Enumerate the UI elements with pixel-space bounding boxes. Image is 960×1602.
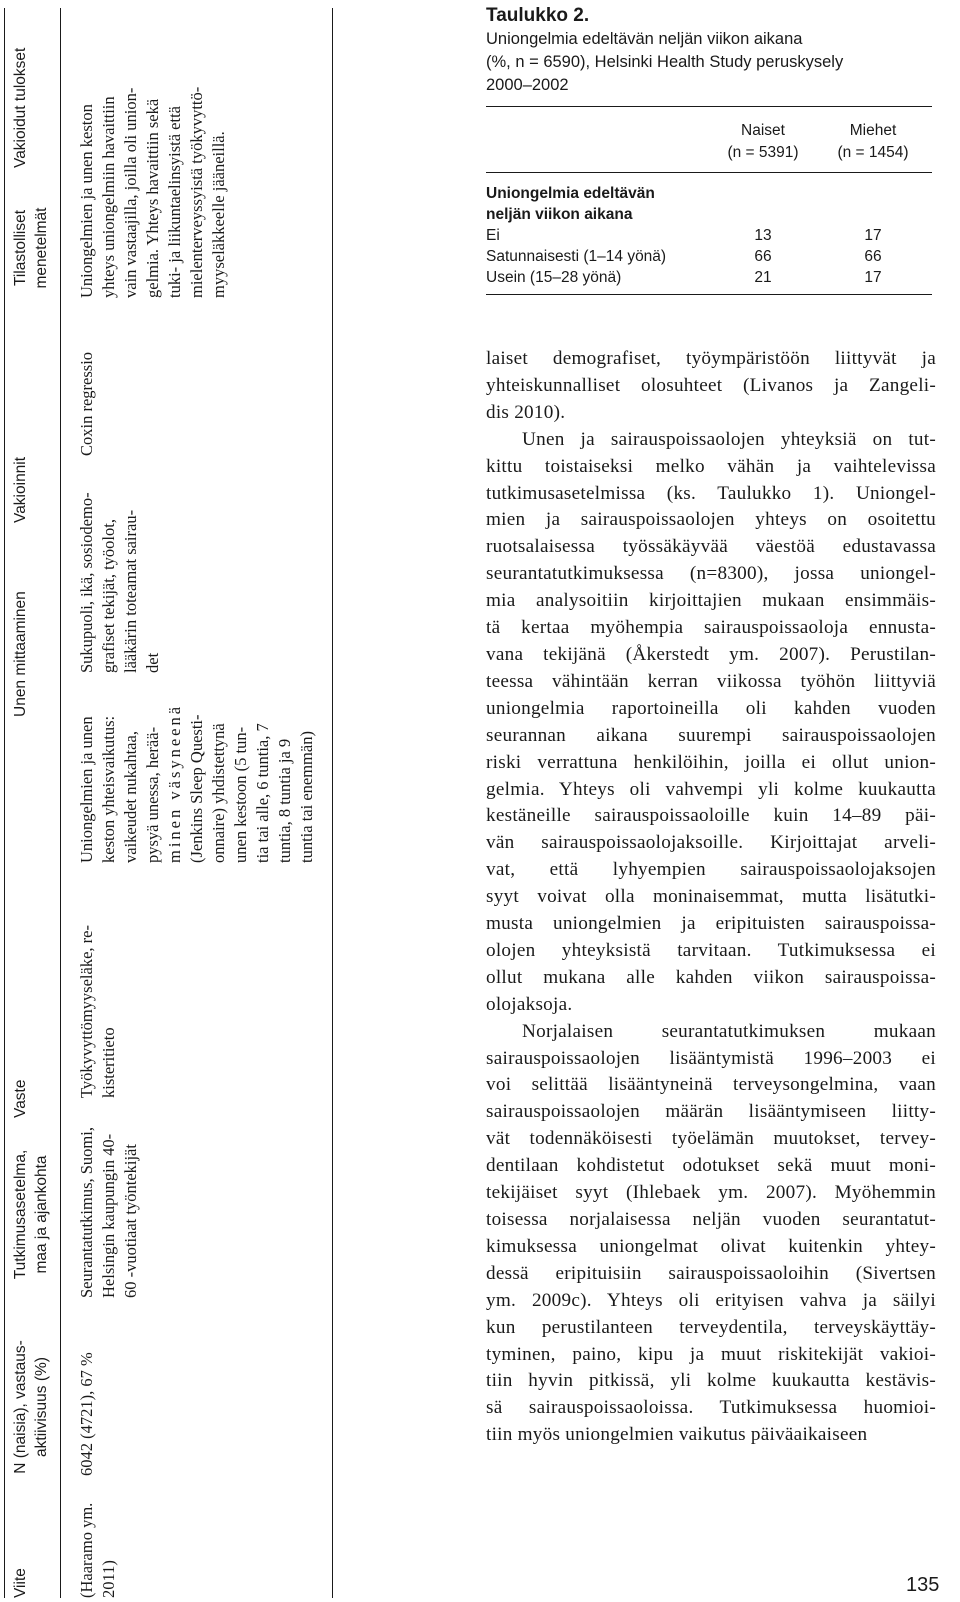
paragraph-line: seurannan aikana suurempi sairauspoissaolojen [486, 724, 936, 746]
table-2-column-headers [486, 120, 932, 166]
header-viite: Viite [12, 1568, 29, 1598]
table-2-top-rule [486, 106, 932, 107]
paragraph-line: kittu toistaiseksi melko vähän ja vaihtelevissa [486, 455, 936, 477]
paragraph-line: uniongelmia raportoineilla oli kahden vuoden [486, 697, 936, 719]
paragraph-line: ym. 2009c). Yhteys oli erityisen vahva ja säilyi [486, 1289, 936, 1311]
body-text [486, 346, 936, 1449]
paragraph-line: toisessa norjalaisessa neljän vuoden seurantatut- [486, 1209, 936, 1230]
cell-line: kisteritieto [99, 1027, 118, 1098]
cell-line: Sukupuoli, ikä, sosiodemo- [77, 492, 96, 673]
cell-line: 60 -vuotiaat työntekijät [121, 1144, 140, 1298]
cell-line: yhteys uniongelmiin havaittiin [99, 96, 118, 298]
cell-line: (Jenkins Sleep Questi- [187, 714, 206, 863]
cell-line: Seurantatutkimus, Suomi, [77, 1127, 96, 1298]
cell-line: Helsingin kaupungin 40- [99, 1133, 118, 1298]
cell-line: myyseläkkeelle jääneillä. [209, 131, 228, 298]
cell-line: tuki- ja liikuntaelinsyistä että [165, 106, 184, 298]
header-n [10, 1312, 52, 1502]
row-label: Satunnaisesti (1–14 yönä) [486, 248, 667, 265]
header-vaste: Vaste [12, 1079, 29, 1118]
section-line: Uniongelmia edeltävän [486, 185, 655, 202]
cell-line: keston yhteisvaikutus: [99, 715, 118, 863]
paragraph-line: yhteiskunnalliset olosuhteet (Livanos ja Zangeli- [486, 374, 936, 396]
paragraph-line: teessa vähintään kerran viikossa työhön liittyviä [486, 670, 936, 692]
header-tilastolliset-line: Tilastolliset [12, 209, 29, 287]
paragraph-line: mien ja sairauspoissaolojen yhteys on osoitettu [486, 509, 936, 531]
paragraph-line: olojen yhteyksistä tarvitaan. Tutkimuksessa ei [486, 939, 936, 961]
paragraph-line: tekijäiset syyt (Ihlebaek ym. 2007). Myöhemmin [486, 1182, 936, 1204]
cell-viite [76, 1478, 120, 1598]
header-tulokset: Vakioidut tulokset [12, 47, 29, 168]
paragraph-line: sä sairauspoissaoloissa. Tutkimuksessa huomioi- [486, 1397, 936, 1419]
cell-line: (Haaramo ym. [77, 1502, 96, 1598]
paragraph-line: dis 2010). [486, 401, 566, 423]
cell-line: Uniongelmien ja unen [77, 716, 96, 863]
table-row [486, 267, 932, 288]
caption-line: 2000–2002 [486, 76, 569, 94]
cell-line: gelmia. Yhteys havaittiin sekä [143, 98, 162, 298]
paragraph-line: ruotsalaisessa työssäkäyvää väestöä edustavassa [486, 536, 936, 558]
paragraph-line: dentilaan kohdistetut odotukset sekä muut moni- [486, 1155, 936, 1177]
row-value-miehet: 66 [864, 248, 882, 265]
table-top-rule [4, 8, 5, 1598]
header-tilastolliset-line: menetelmät [33, 207, 50, 289]
cell-line: Coxin regressio [77, 351, 96, 456]
cell-line: lääkärin toteamat sairau- [121, 509, 140, 673]
caption-line: Uniongelmia edeltävän neljän viikon aikana [486, 30, 803, 48]
paragraph-line: kestäneille sairauspoissaoloille kuin 14–89 päi- [486, 805, 936, 827]
table-2-header-rule [486, 172, 932, 173]
paragraph-line: vana tekijänä (Åkerstedt ym. 2007). Perustilan- [486, 643, 936, 665]
cell-line: minen väsyneenä [165, 703, 184, 863]
paragraph-line: tä kertaa myöhempia sairauspoissaoloja ennusta- [486, 617, 936, 639]
paragraph-line: musta uniongelmien ja eripituisten sairauspoissa- [486, 913, 936, 935]
cell-line: unen kestoon (5 tun- [231, 726, 250, 863]
paragraph-line: vät todennäköisesti työelämän muutokset, tervey- [486, 1128, 936, 1150]
header-n-line: aktiivisuus (%) [33, 1357, 50, 1457]
paragraph-line: tiin hyvin pitkissä, yli kolme kuukautta kestävis- [486, 1370, 936, 1392]
paragraph-line: sairauspoissaolojen määrän lisääntymiseen liitty- [486, 1101, 936, 1123]
header-unen-mittaaminen: Unen mittaaminen [12, 591, 29, 717]
cell-vaste [76, 898, 120, 1098]
cell-line: 6042 (4721), 67 % [77, 1352, 96, 1476]
header-vakioinnit: Vakioinnit [12, 456, 29, 523]
table-row [486, 225, 932, 246]
row-value-naiset: 66 [754, 248, 772, 265]
row-label: Ei [486, 227, 500, 244]
cell-line: vaikeudet nukahtaa, [121, 731, 140, 863]
column-n: (n = 5391) [727, 144, 799, 161]
paragraph-line: mia analysoitiin kirjoittajien mukaan ensimmäis- [486, 590, 936, 612]
table-2-title: Taulukko 2. [486, 5, 590, 26]
paragraph-line: riski verrattuna henkilöihin, joilla ei ollut union- [486, 751, 936, 773]
rotated-table-area [0, 0, 472, 1602]
section-line: neljän viikon aikana [486, 206, 633, 223]
column-name: Miehet [849, 122, 897, 139]
cell-line: det [143, 652, 162, 673]
row-label: Usein (15–28 yönä) [486, 269, 622, 286]
paragraph-line: sairauspoissaolojen lisääntymistä 1996–2003 ei [486, 1047, 936, 1069]
row-value-miehet: 17 [864, 269, 882, 286]
paragraph-line: voi selittää lisääntyneinä terveysongelmina, vaan [486, 1074, 936, 1096]
cell-vakioinnit [76, 468, 164, 673]
cell-tutkimusasetelma [76, 1112, 142, 1298]
caption-line: (%, n = 6590), Helsinki Health Study peruskysely [486, 53, 844, 71]
row-value-naiset: 13 [754, 227, 772, 244]
table-1 [4, 8, 469, 1598]
cell-line: tia tai alle, 6 tuntia, 7 [253, 723, 272, 863]
paragraph-line: gelmia. Yhteys oli vahvempi yli kolme kuukautta [486, 778, 936, 800]
paragraph-line: olojaksoja. [486, 993, 573, 1015]
cell-line: vain vastaajilla, joilla oli union- [121, 87, 140, 298]
column-name: Naiset [741, 122, 785, 139]
header-tutkimusasetelma-line: maa ja ajankohta [33, 1155, 50, 1274]
column-miehet [818, 120, 928, 164]
paragraph-line: tyminen, paino, kipu ja muut riskitekijät vakioi- [486, 1343, 936, 1365]
cell-line: tuntia, 8 tuntia ja 9 [275, 738, 294, 863]
paragraph-line: tiin myös uniongelmien vaikutus päiväaikaiseen [486, 1424, 868, 1446]
paragraph-line: Unen ja sairauspoissaolojen yhteyksiä on tut- [522, 428, 936, 450]
cell-tilastolliset [76, 316, 98, 456]
page-number: 135 [906, 1574, 940, 1596]
cell-unen-mittaaminen [76, 685, 318, 863]
paragraph-line: seurantatutkimuksessa (n=8300), jossa uniongel- [486, 563, 936, 585]
header-n-line: N (naisia), vastaus- [12, 1340, 29, 1474]
table-2-caption [486, 28, 936, 97]
paragraph-line: dessä eripituisiin sairauspoissaoloihin (Sivertsen [486, 1262, 936, 1284]
cell-line: pysyä unessa, herää- [143, 726, 162, 863]
paragraph-line: tutkimusasetelmissa (ks. Taulukko 1). Uniongel- [486, 482, 936, 504]
column-n: (n = 1454) [837, 144, 909, 161]
cell-line: grafiset tekijät, työolot, [99, 519, 118, 673]
table-bottom-rule [332, 8, 333, 1598]
cell-line: onnaire) yhdistettynä [209, 723, 228, 863]
cell-line: Uniongelmien ja unen keston [77, 104, 96, 298]
paragraph-line: ollut mukana alle kahden viikon sairauspoissa- [486, 966, 936, 988]
paragraph-line: kun perustilanteen terveydentila, terveyskäyttäy- [486, 1316, 936, 1338]
cell-tulokset [76, 8, 230, 298]
cell-line: 2011) [99, 1560, 118, 1598]
paragraph-line: Norjalaisen seurantatutkimuksen mukaan [522, 1020, 936, 1042]
header-tutkimusasetelma-line: Tutkimusasetelma, [12, 1149, 29, 1280]
header-tilastolliset [10, 178, 52, 318]
cell-line: Työkyvyttömyyseläke, re- [77, 925, 96, 1098]
cell-line: tuntia tai enemmän) [297, 731, 316, 863]
row-value-naiset: 21 [754, 269, 772, 286]
paragraph-line: kimuksessa uniongelmat olivat kuitenkin yhtey- [486, 1235, 936, 1257]
paragraph-line: laiset demografiset, työympäristöön liittyvät ja [486, 348, 936, 369]
cell-n [76, 1306, 98, 1476]
paragraph-line: vän sairauspoissaolojaksoille. Kirjoittajat arveli- [486, 832, 936, 854]
paragraph-line: vat, että lyhyempien sairauspoissaolojaksojen [486, 859, 936, 881]
header-tutkimusasetelma [10, 1127, 52, 1302]
cell-line: mielenterveyssyistä työkyvyttö- [187, 86, 206, 298]
table-2-section-heading [486, 183, 786, 225]
column-naiset [708, 120, 818, 164]
table-row [486, 246, 932, 267]
paragraph-line: syyt voivat olla moninaisemmat, mutta lisätutki- [486, 886, 936, 908]
table-header-rule [60, 8, 61, 1598]
row-value-miehet: 17 [864, 227, 882, 244]
table-2-bottom-rule [486, 294, 932, 295]
